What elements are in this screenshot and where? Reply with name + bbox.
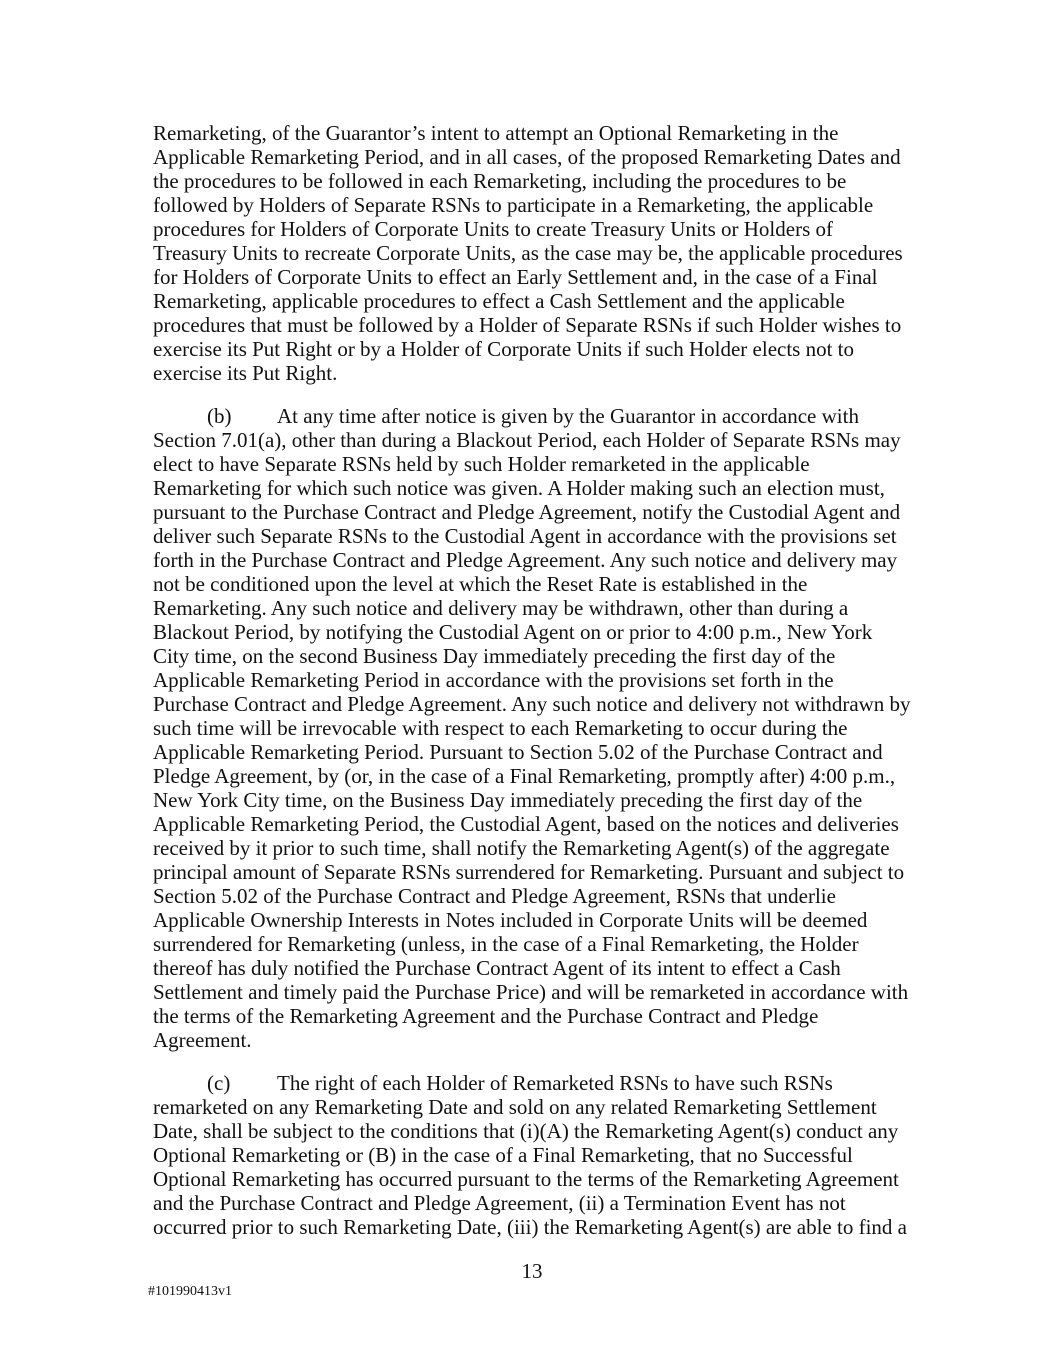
paragraph-continuation [153, 121, 911, 385]
paragraph-c [153, 1071, 911, 1239]
document-id-footer: #101990413v1 [148, 1284, 232, 1299]
paragraph-label-b: (b) [207, 404, 232, 428]
paragraph-label-c: (c) [207, 1071, 231, 1095]
document-body [153, 121, 911, 1258]
paragraph-text: Remarketing, of the Guarantor’s intent to attempt an Optional Remarketing in the Applicable Remarketing Period, and in all cases, of the proposed Remarketing Dates and the procedures to be followed in each Remarketing, including the procedures to be followed by Holders of Separate RSNs to participate in a Remarketing, the applicable procedures for Holders of Corporate Units to create Treasury Units or Holders of Treasury Units to recreate Corporate Units, as the case may be, the applicable procedures for Holders of Corporate Units to effect an Early Settlement and, in the case of a Final Remarketing, applicable procedures to effect a Cash Settlement and the applicable procedures that must be followed by a Holder of Separate RSNs if such Holder wishes to exercise its Put Right or by a Holder of Corporate Units if such Holder elects not to exercise its Put Right. [153, 121, 903, 385]
page-number: 13 [521, 1259, 543, 1283]
paragraph-b [153, 404, 911, 1052]
paragraph-text: At any time after notice is given by the Guarantor in accordance with Section 7.01(a), other than during a Blackout Period, each Holder of Separate RSNs may elect to have Separate RSNs held by such Holder remarketed in the applicable Remarketing for which such notice was given. A Holder making such an election must, pursuant to the Purchase Contract and Pledge Agreement, notify the Custodial Agent and deliver such Separate RSNs to the Custodial Agent in accordance with the provisions set forth in the Purchase Contract and Pledge Agreement. Any such notice and delivery may not be conditioned upon the level at which the Reset Rate is established in the Remarketing. Any such notice and delivery may be withdrawn, other than during a Blackout Period, by notifying the Custodial Agent on or prior to 4:00 p.m., New York City time, on the second Business Day immediately preceding the first day of the Applicable Remarketing Period in accordance with the provisions set forth in the Purchase Contract and Pledge Agreement. Any such notice and delivery not withdrawn by such time will be irrevocable with respect to each Remarketing to occur during the Applicable Remarketing Period. Pursuant to Section 5.02 of the Purchase Contract and Pledge Agreement, by (or, in the case of a Final Remarketing, promptly after) 4:00 p.m., New York City time, on the Business Day immediately preceding the first day of the Applicable Remarketing Period, the Custodial Agent, based on the notices and deliveries received by it prior to such time, shall notify the Remarketing Agent(s) of the aggregate principal amount of Separate RSNs surrendered for Remarketing. Pursuant and subject to Section 5.02 of the Purchase Contract and Pledge Agreement, RSNs that underlie Applicable Ownership Interests in Notes included in Corporate Units will be deemed surrendered for Remarketing (unless, in the case of a Final Remarketing, the Holder thereof has duly notified the Purchase Contract Agent of its intent to effect a Cash Settlement and timely paid the Purchase Price) and will be remarketed in accordance with the terms of the Remarketing Agreement and the Purchase Contract and Pledge Agreement. [153, 404, 911, 1052]
paragraph-text: The right of each Holder of Remarketed RSNs to have such RSNs remarketed on any Remarketing Date and sold on any related Remarketing Settlement Date, shall be subject to the conditions that (i)(A) the Remarketing Agent(s) conduct any Optional Remarketing or (B) in the case of a Final Remarketing, that no Successful Optional Remarketing has occurred pursuant to the terms of the Remarketing Agreement and the Purchase Contract and Pledge Agreement, (ii) a Termination Event has not occurred prior to such Remarketing Date, (iii) the Remarketing Agent(s) are able to find a [153, 1071, 907, 1239]
